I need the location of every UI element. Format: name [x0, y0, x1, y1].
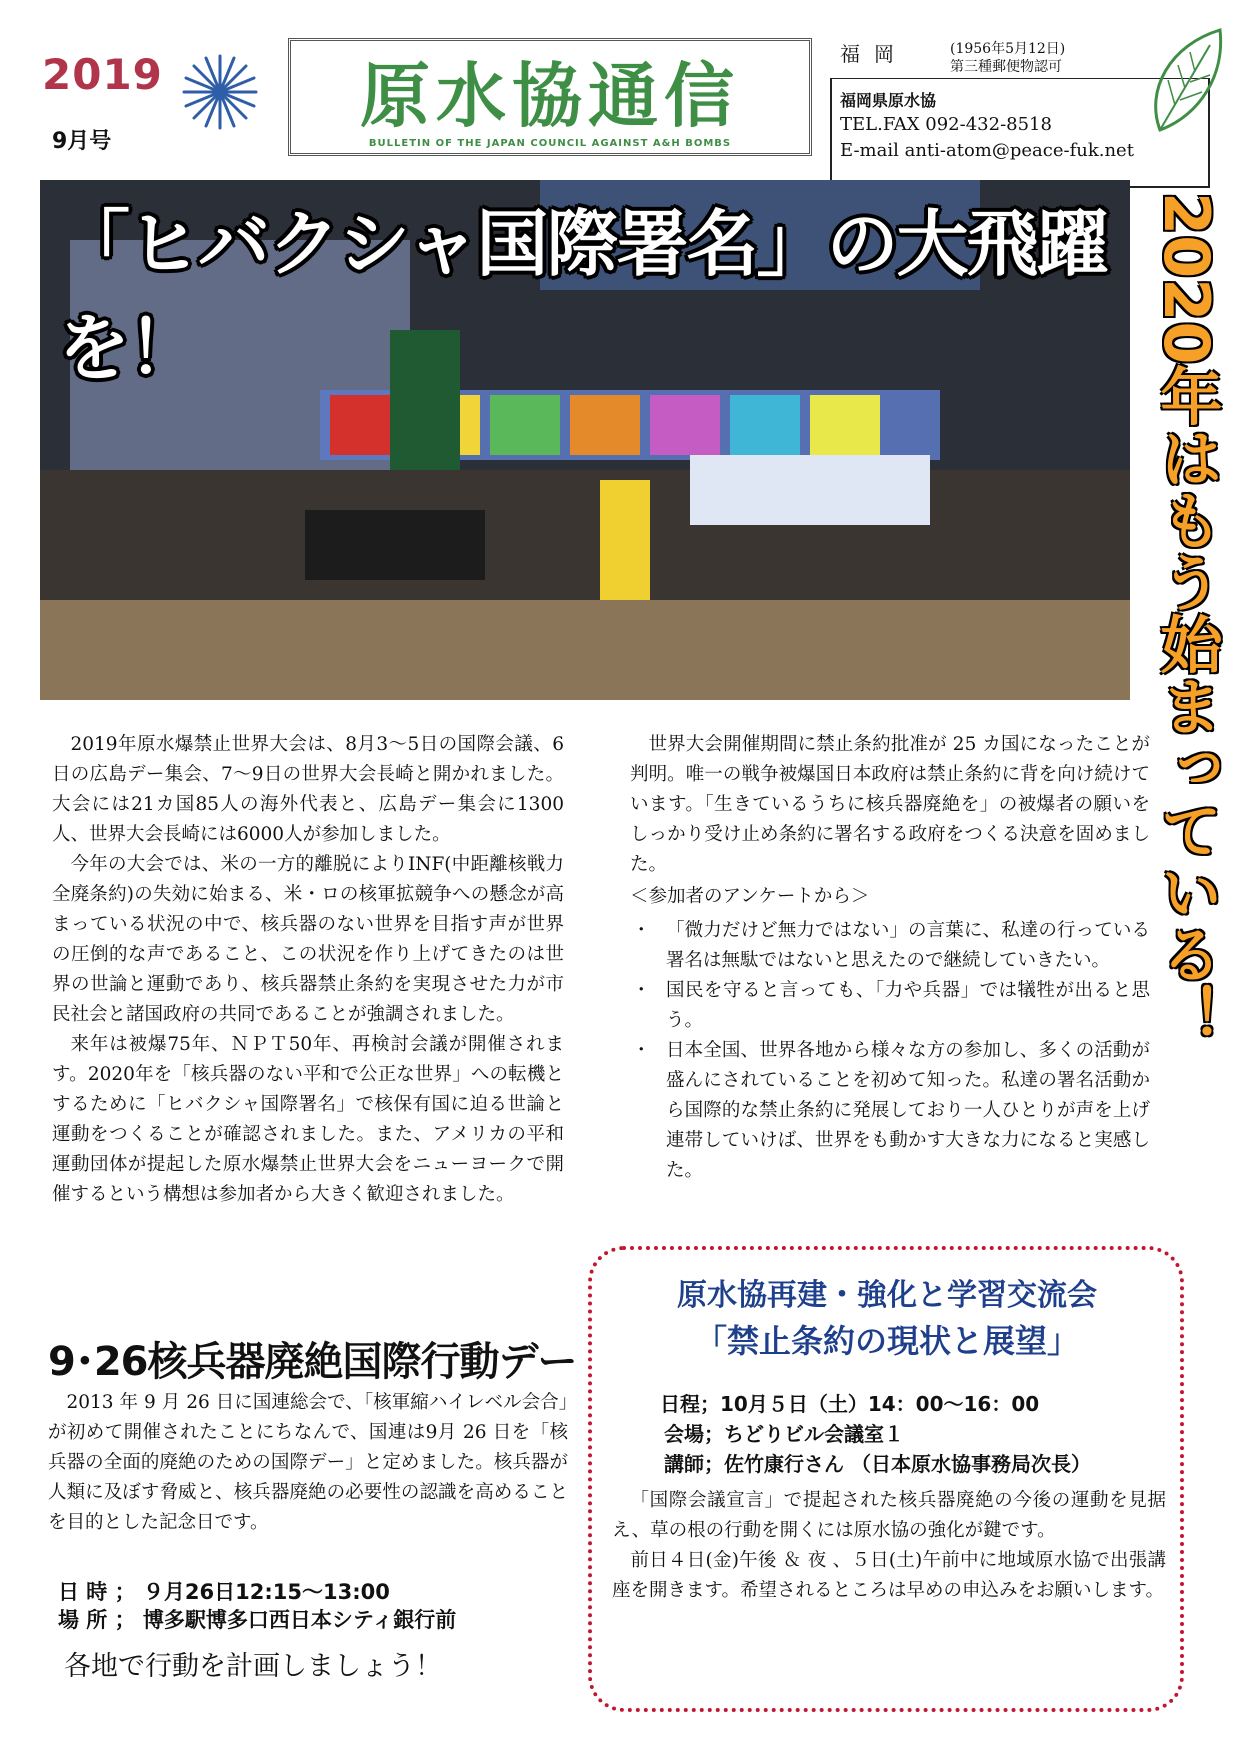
issue-year: 2019	[42, 50, 163, 99]
survey-heading: ＜参加者のアンケートから＞	[630, 886, 870, 907]
leaf-logo-icon	[1140, 20, 1230, 140]
org-email: E-mail anti-atom@peace-fuk.net	[840, 140, 1134, 161]
list-item: ・ 「微力だけど無力ではない」の言葉に、私達の行っている署名は無駄ではないと思えたので継続していきたい。	[632, 916, 1150, 976]
action-day-place: 場 所 ； 博多駅博多口西日本シティ銀行前	[58, 1608, 457, 1632]
article-paragraph: 2013 年 9 月 26 日に国連総会で、「核軍縮ハイレベル会合」が初めて開催されたことにちなんで、国連は9月 26 日を「核兵器の全面的廃絶のための国際デー」と定めました。核兵器が人類に及ぼす脅威と、核兵器廃絶の必要性の認識を高めることを目的とした記念日です。	[48, 1392, 568, 1533]
list-item: ・ 国民を守ると言っても、「力や兵器」では犠牲が出ると思う。	[632, 976, 1150, 1036]
permit-date: (1956年5月12日)	[950, 41, 1066, 57]
article-paragraph: 世界大会開催期間に禁止条約批准が 25 カ国になったことが判明。唯一の戦争被爆国日本政府は禁止条約に背を向け続けています。「生きているうちに核兵器廃絶を」の被爆者の願いをしっかり受け止め条約に署名する政府をつくる決意を固めました。	[630, 734, 1150, 875]
org-tel: TEL.FAX 092-432-8518	[840, 114, 1052, 135]
action-day-text	[48, 1388, 568, 1538]
action-day-title: 9･26核兵器廃絶国際行動デー	[48, 1339, 577, 1385]
article-paragraph: 2019年原水爆禁止世界大会は、8月3〜5日の国際会議、6日の広島デー集会、7〜9日の世界大会長崎と開かれました。大会には21カ国85人の海外代表と、広島デー集会に1300人、世界大会長崎には6000人が参加しました。	[52, 734, 564, 845]
event-date: 日程；10月５日（土）14：00〜16：00	[660, 1392, 1040, 1416]
survey-list	[632, 916, 1150, 1186]
prefecture: 福岡	[840, 42, 908, 66]
headline: 「ヒバクシャ国際署名」の大飛躍を！	[58, 202, 1107, 390]
burst-icon	[180, 52, 260, 132]
newsletter-title: 原水協通信	[360, 54, 740, 137]
event-subtitle: 「禁止条約の現状と展望」	[694, 1322, 1079, 1360]
permit-label: 第三種郵便物認可	[950, 59, 1062, 75]
bullet: ・	[632, 980, 651, 1001]
article-paragraph: 今年の大会では、米の一方的離脱によりINF(中距離核戦力全廃条約)の失効に始まる、米・ロの核軍拡競争への懸念が高まっている状況の中で、核兵器のない世界を目指す声が世界の圧倒的な声であること、この状況を作り上げてきたのは世界の世論と運動であり、核兵器禁止条約を実現させた力が市民社会と諸国政府の共同であることが強調されました。	[52, 854, 564, 1025]
article-paragraph: 来年は被爆75年、ＮＰＴ50年、再検討会議が開催されます。2020年を「核兵器のない平和で公正な世界」への転機とするために「ヒバクシャ国際署名」で核保有国に迫る世論と運動をつくることが確認されました。また、アメリカの平和運動団体が提起した原水爆禁止世界大会をニューヨークで開催するという構想は参加者から大きく歓迎されました。	[52, 1034, 564, 1205]
article-left	[52, 730, 564, 1210]
list-item: ・ 日本全国、世界各地から様々な方の参加し、多くの活動が盛んにされていることを初めて知った。私達の署名活動から国際的な禁止条約に発展しており一人ひとりが声を上げ連帯していけば、世界をも動かす大きな力になると実感した。	[632, 1036, 1150, 1186]
action-day-date: 日 時 ； ９月26日12:15〜13:00	[58, 1580, 390, 1604]
event-paragraph: 前日４日(金)午後 ＆ 夜 、５日(土)午前中に地域原水協で出張講座を開きます。希望されるところは早めの申込みをお願いします。	[612, 1550, 1166, 1601]
newsletter-subtitle: BULLETIN OF THE JAPAN COUNCIL AGAINST A&H BOMBS	[368, 138, 732, 149]
article-right	[630, 730, 1150, 880]
bullet: ・	[632, 920, 651, 941]
event-venue: 会場；ちどりビル会議室１	[664, 1422, 904, 1446]
event-text	[612, 1486, 1166, 1606]
org-name: 福岡県原水協	[840, 91, 937, 110]
issue-month: 9月号	[52, 129, 112, 154]
event-speaker: 講師；佐竹康行さん （日本原水協事務局次長）	[664, 1452, 1091, 1476]
bullet: ・	[632, 1040, 651, 1061]
vertical-headline: 2020年はもう始まっている！	[1150, 192, 1223, 1047]
event-title: 原水協再建・強化と学習交流会	[677, 1278, 1097, 1313]
event-paragraph: 「国際会議宣言」で提起された核兵器廃絶の今後の運動を見据え、草の根の行動を開くには原水協の強化が鍵です。	[612, 1490, 1166, 1541]
action-day-call: 各地で行動を計画しましょう！	[64, 1651, 442, 1682]
